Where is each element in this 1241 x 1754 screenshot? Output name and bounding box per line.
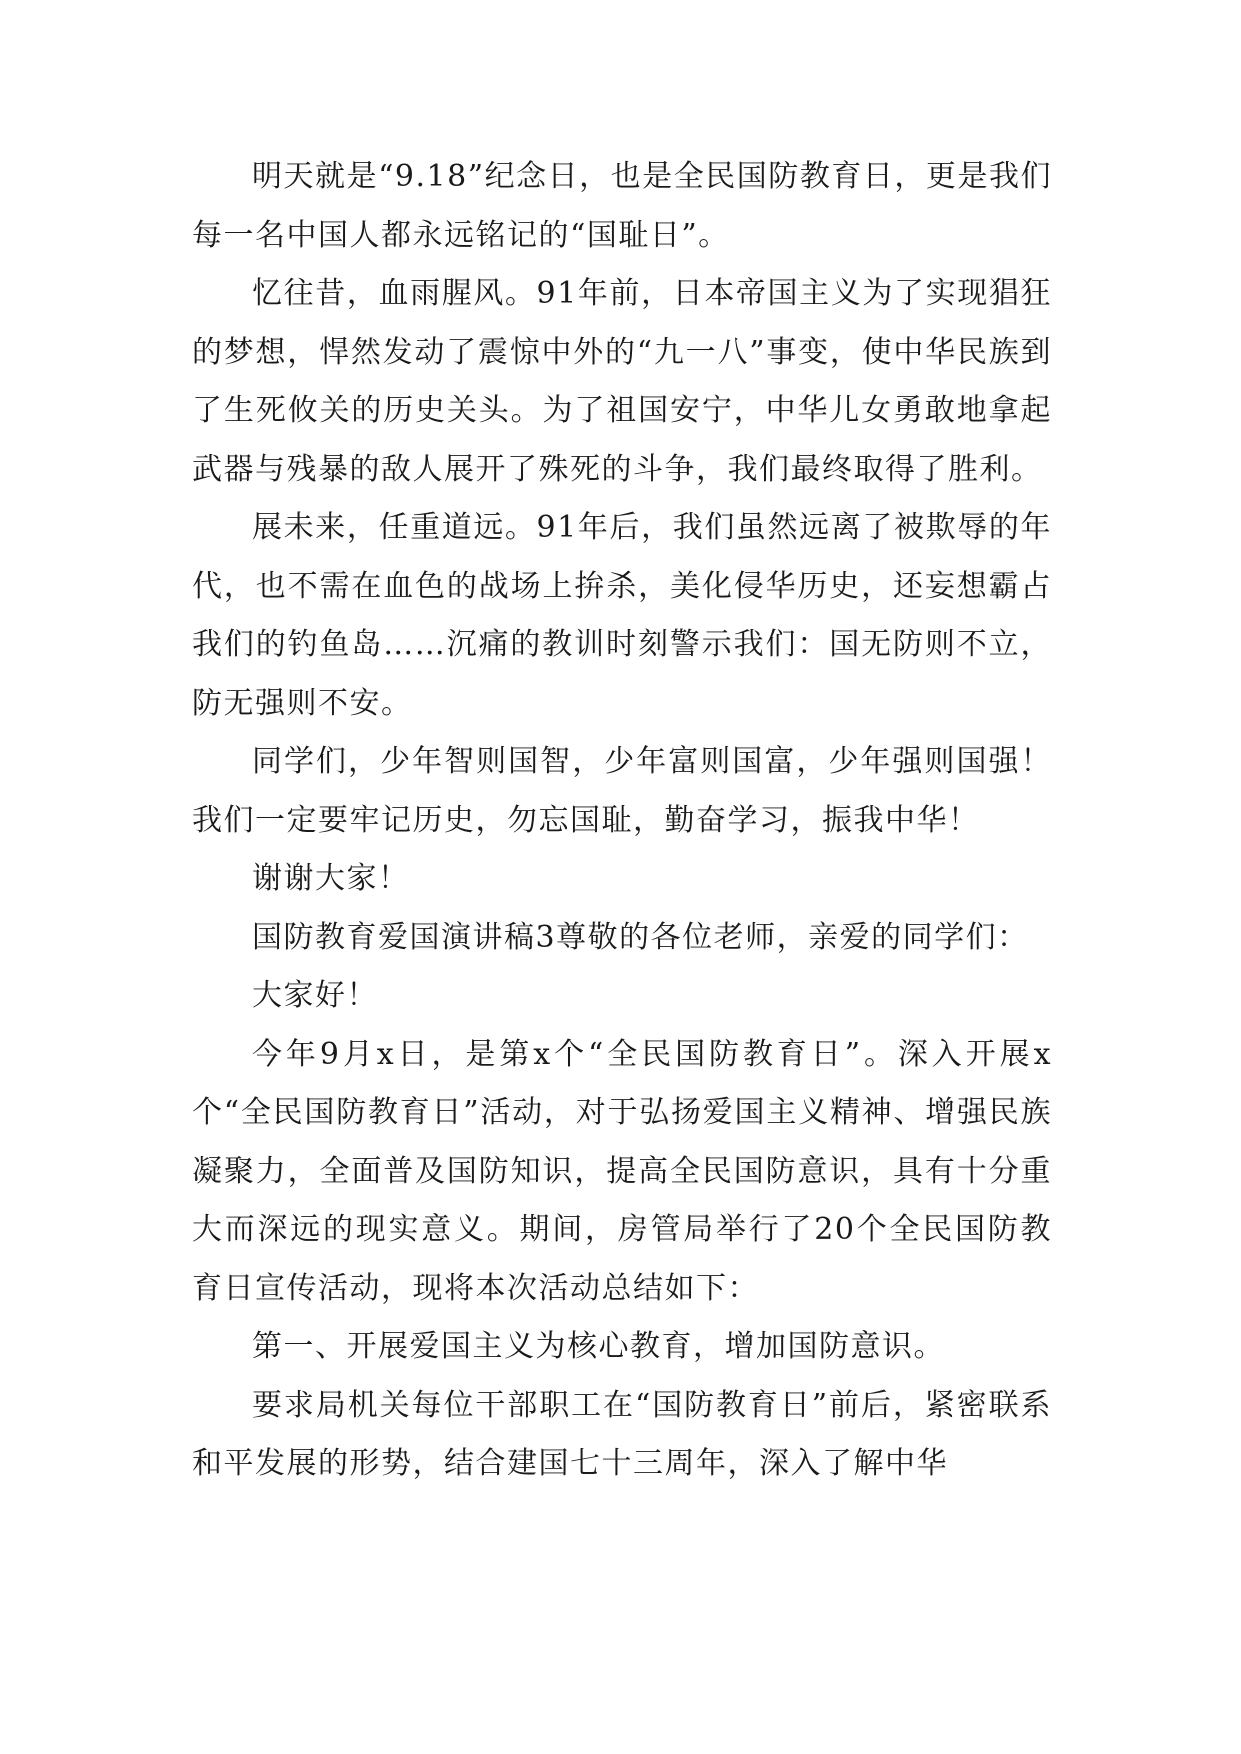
paragraph-requirements: 要求局机关每位干部职工在“国防教育日”前后，紧密联系和平发展的形势，结合建国七十三周年，深入了解中华 [192,1387,1052,1481]
paragraph-call-to-students: 同学们，少年智则国智，少年富则国富，少年强则国强！我们一定要牢记历史，勿忘国耻，勤奋学习，振我中华！ [192,744,1052,838]
paragraph-greeting: 大家好！ [252,978,378,1013]
document-body [192,148,1052,1494]
paragraph-thanks: 谢谢大家！ [252,861,410,896]
paragraph-point-one: 第一、开展爱国主义为核心教育，增加国防意识。 [252,1329,945,1364]
paragraph-look-future: 展未来，任重道远。91年后，我们虽然远离了被欺辱的年代，也不需在血色的战场上拚杀，美化侵华历史，还妄想霸占我们的钓鱼岛……沉痛的教训时刻警示我们：国无防则不立，防无强则不安。 [192,510,1052,721]
paragraph-speech-3-heading: 国防教育爱国演讲稿3尊敬的各位老师，亲爱的同学们： [252,919,1029,955]
paragraph-memorial-day: 明天就是“9.18”纪念日，也是全民国防教育日，更是我们每一名中国人都永远铭记的“国耻日”。 [192,159,1052,253]
paragraph-recall-past: 忆往昔，血雨腥风。91年前，日本帝国主义为了实现猖狂的梦想，悍然发动了震惊中外的“九一八”事变，使中华民族到了生死攸关的历史关头。为了祖国安宁，中华儿女勇敢地拿起武器与残暴的敌人展开了殊死的斗争，我们最终取得了胜利。 [192,276,1052,487]
paragraph-education-day-intro: 今年9月x日，是第x个“全民国防教育日”。深入开展x个“全民国防教育日”活动，对于弘扬爱国主义精神、增强民族凝聚力，全面普及国防知识，提高全民国防意识，具有十分重大而深远的现实意义。期间，房管局举行了20个全民国防教育日宣传活动，现将本次活动总结如下： [192,1036,1052,1306]
